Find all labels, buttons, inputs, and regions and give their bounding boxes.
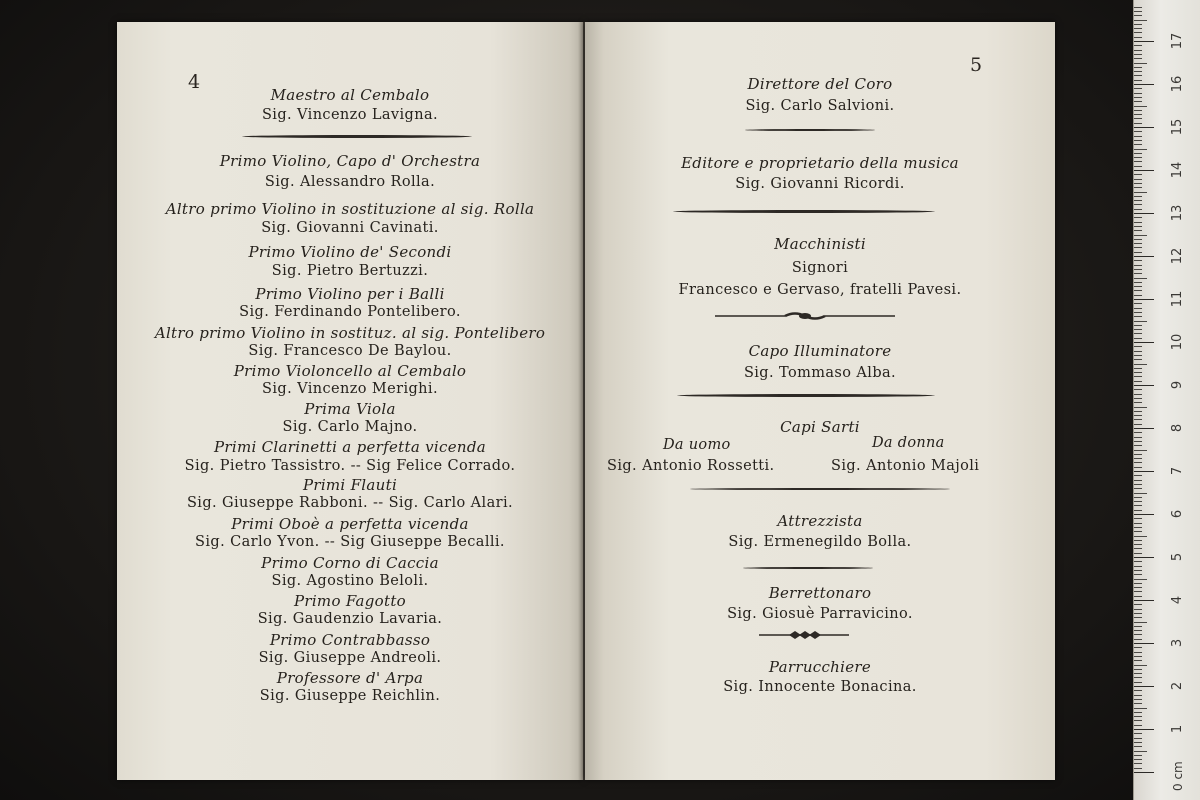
ruler-tick — [1134, 488, 1142, 489]
name-parrucchiere: Sig. Innocente Bonacina. — [723, 679, 917, 695]
ruler-tick — [1134, 278, 1147, 279]
ruler-tick — [1134, 209, 1142, 210]
ruler-tick — [1134, 432, 1142, 433]
ruler-tick — [1134, 28, 1142, 29]
name-primo-violino-balli: Sig. Ferdinando Pontelibero. — [239, 304, 461, 320]
ruler-tick — [1134, 424, 1142, 425]
ruler-tick — [1134, 763, 1142, 764]
ruler-tick — [1134, 544, 1142, 545]
ruler-number: 12 — [1170, 247, 1185, 265]
ruler-tick — [1134, 269, 1142, 270]
ruler-tick — [1134, 699, 1142, 700]
subheading-signori: Signori — [791, 260, 849, 276]
ruler-number: 15 — [1170, 118, 1185, 136]
ruler-tick — [1134, 131, 1142, 132]
ruler-tick — [1134, 561, 1142, 562]
ruler-tick — [1134, 622, 1147, 623]
ruler-tick — [1134, 239, 1142, 240]
separator-rule — [677, 394, 935, 397]
ruler-number: 3 — [1170, 638, 1185, 648]
ruler-tick — [1134, 462, 1142, 463]
ruler-tick — [1134, 643, 1154, 644]
ruler-tick — [1134, 127, 1154, 128]
ruler-tick — [1134, 458, 1142, 459]
ruler-tick — [1134, 153, 1142, 154]
ruler-tick — [1134, 93, 1142, 94]
ornament-divider — [715, 311, 895, 321]
ruler-tick — [1134, 639, 1142, 640]
name-primo-corno: Sig. Agostino Beloli. — [271, 573, 429, 589]
ruler-tick — [1134, 372, 1142, 373]
ruler-number: 6 — [1170, 509, 1185, 519]
name-prima-viola: Sig. Carlo Majno. — [282, 419, 418, 435]
ruler-tick — [1134, 652, 1142, 653]
ruler-number: 4 — [1170, 595, 1185, 605]
ruler-tick — [1134, 316, 1142, 317]
ruler-tick — [1134, 626, 1142, 627]
ruler-tick — [1134, 686, 1154, 687]
name-altro-primo-violino-rolla: Sig. Giovanni Cavinati. — [261, 220, 439, 236]
name-primo-contrabbasso: Sig. Giuseppe Andreoli. — [258, 650, 442, 666]
name-attrezzista: Sig. Ermenegildo Bolla. — [728, 534, 912, 550]
role-macchinisti: Macchinisti — [774, 235, 866, 253]
ruler-tick — [1134, 71, 1142, 72]
ruler-tick — [1134, 222, 1142, 223]
ruler-tick — [1134, 630, 1142, 631]
ruler-tick — [1134, 166, 1142, 167]
ruler-tick — [1134, 398, 1142, 399]
separator-rule — [673, 210, 935, 213]
ornament-divider — [759, 630, 849, 640]
ruler-number: 2 — [1170, 681, 1185, 691]
name-maestro-al-cembalo: Sig. Vincenzo Lavigna. — [261, 107, 439, 123]
role-primi-oboe: Primi Oboè a perfetta vicenda — [231, 515, 469, 533]
ruler-tick — [1134, 480, 1142, 481]
ruler-tick — [1134, 364, 1147, 365]
role-professore-arpa: Professore d' Arpa — [276, 669, 424, 687]
role-primo-violoncello: Primo Violoncello al Cembalo — [233, 362, 467, 380]
ruler-tick — [1134, 75, 1142, 76]
page-number-left: 4 — [188, 71, 201, 93]
name-berrettonaro: Sig. Giosuè Parravicino. — [727, 606, 913, 622]
ruler-tick — [1134, 355, 1142, 356]
ruler-tick — [1134, 260, 1142, 261]
ruler-tick — [1134, 123, 1142, 124]
ruler-tick — [1134, 290, 1142, 291]
ruler-tick — [1134, 394, 1142, 395]
ruler-tick — [1134, 273, 1142, 274]
ruler-tick — [1134, 325, 1142, 326]
ruler-tick — [1134, 157, 1142, 158]
ruler-number: 14 — [1170, 161, 1185, 179]
ruler-tick — [1134, 634, 1142, 635]
ruler-tick — [1134, 243, 1142, 244]
ruler-tick — [1134, 540, 1142, 541]
ruler-tick — [1134, 759, 1142, 760]
ruler-tick — [1134, 475, 1142, 476]
ruler-tick — [1134, 213, 1154, 214]
ruler-tick — [1134, 574, 1142, 575]
ruler-tick — [1134, 415, 1142, 416]
ruler-tick — [1134, 428, 1154, 429]
ruler-tick — [1134, 97, 1142, 98]
ruler-tick — [1134, 450, 1147, 451]
ruler-number: 1 — [1170, 724, 1185, 734]
ruler-tick — [1134, 265, 1142, 266]
ruler-tick — [1134, 196, 1142, 197]
ruler-tick — [1134, 411, 1142, 412]
ruler-tick — [1134, 514, 1154, 515]
ruler-tick — [1134, 673, 1142, 674]
right-page — [585, 22, 1055, 780]
ruler-tick — [1134, 174, 1142, 175]
ruler-tick — [1134, 617, 1142, 618]
ruler-number: 10 — [1170, 333, 1185, 351]
role-maestro-al-cembalo: Maestro al Cembalo — [270, 86, 430, 104]
ruler-tick — [1134, 204, 1142, 205]
ruler-tick — [1134, 37, 1142, 38]
ruler-tick — [1134, 54, 1142, 55]
ruler-tick — [1134, 445, 1142, 446]
name-altro-primo-violino-pontelibero: Sig. Francesco De Baylou. — [248, 343, 452, 359]
ruler-tick — [1134, 24, 1142, 25]
ruler-tick — [1134, 200, 1142, 201]
ruler-tick — [1134, 566, 1142, 567]
ruler-tick — [1134, 493, 1147, 494]
name-editore-proprietario: Sig. Giovanni Ricordi. — [735, 176, 905, 192]
ruler-tick — [1134, 256, 1154, 257]
ruler-tick — [1134, 381, 1142, 382]
ruler-tick — [1134, 510, 1142, 511]
ruler-tick — [1134, 286, 1142, 287]
ruler-unit: 0 cm — [1171, 761, 1185, 791]
ruler-tick — [1134, 729, 1154, 730]
separator-rule — [690, 488, 950, 490]
ruler-tick — [1134, 682, 1142, 683]
ruler-tick — [1134, 738, 1142, 739]
ruler-tick — [1134, 20, 1147, 21]
role-prima-viola: Prima Viola — [304, 400, 396, 418]
ruler-tick — [1134, 716, 1142, 717]
left-page — [117, 22, 583, 780]
ruler-tick — [1134, 11, 1142, 12]
ruler-tick — [1134, 690, 1142, 691]
ruler-tick — [1134, 600, 1154, 601]
ruler-tick — [1134, 303, 1142, 304]
name-da-uomo: Sig. Antonio Rossetti. — [607, 458, 775, 474]
ruler-tick — [1134, 467, 1142, 468]
ruler-tick — [1134, 751, 1147, 752]
role-berrettonaro: Berrettonaro — [768, 584, 872, 602]
ruler-tick — [1134, 742, 1142, 743]
name-primo-violino-capo: Sig. Alessandro Rolla. — [264, 174, 436, 190]
ruler-number: 8 — [1170, 423, 1185, 433]
separator-rule — [743, 567, 873, 569]
ruler-tick — [1134, 505, 1142, 506]
ruler-number: 16 — [1170, 75, 1185, 93]
ruler-tick — [1134, 114, 1142, 115]
ruler-tick — [1134, 647, 1142, 648]
ruler-tick — [1134, 587, 1142, 588]
ruler-tick — [1134, 389, 1142, 390]
ruler-tick — [1134, 136, 1142, 137]
ruler-tick — [1134, 613, 1142, 614]
name-capo-illuminatore: Sig. Tommaso Alba. — [743, 365, 897, 381]
ruler-tick — [1134, 179, 1142, 180]
ruler-tick — [1134, 183, 1142, 184]
name-primi-clarinetti: Sig. Pietro Tassistro. -- Sig Felice Corrado. — [184, 458, 516, 474]
ruler-tick — [1134, 299, 1154, 300]
ruler-tick — [1134, 531, 1142, 532]
ruler-tick — [1134, 149, 1147, 150]
ruler-tick — [1134, 140, 1142, 141]
ruler-tick — [1134, 553, 1142, 554]
ruler-number: 7 — [1170, 466, 1185, 476]
ruler-tick — [1134, 523, 1142, 524]
ruler-tick — [1134, 669, 1142, 670]
name-primo-violoncello: Sig. Vincenzo Merighi. — [262, 381, 438, 397]
ruler-number: 17 — [1170, 32, 1185, 50]
role-attrezzista: Attrezzista — [777, 512, 863, 530]
ruler-tick — [1134, 712, 1142, 713]
ruler-tick — [1134, 217, 1142, 218]
ruler-number: 9 — [1170, 380, 1185, 390]
ruler-tick — [1134, 80, 1142, 81]
ruler-tick — [1134, 342, 1154, 343]
separator-rule — [745, 129, 875, 131]
measurement-ruler — [1133, 0, 1200, 800]
ruler-tick — [1134, 548, 1142, 549]
ruler-tick — [1134, 338, 1142, 339]
ruler-tick — [1134, 536, 1147, 537]
ruler-tick — [1134, 351, 1142, 352]
role-primo-fagotto: Primo Fagotto — [293, 592, 407, 610]
ruler-tick — [1134, 471, 1154, 472]
ruler-tick — [1134, 437, 1142, 438]
ruler-tick — [1134, 768, 1142, 769]
ruler-tick — [1134, 720, 1142, 721]
ruler-tick — [1134, 101, 1142, 102]
ruler-tick — [1134, 527, 1142, 528]
ruler-tick — [1134, 703, 1142, 704]
role-primi-clarinetti: Primi Clarinetti a perfetta vicenda — [213, 438, 486, 456]
ruler-tick — [1134, 67, 1142, 68]
ruler-tick — [1134, 725, 1142, 726]
ruler-tick — [1134, 252, 1142, 253]
ruler-tick — [1134, 402, 1142, 403]
separator-rule — [242, 135, 472, 138]
ruler-tick — [1134, 247, 1142, 248]
ruler-tick — [1134, 192, 1147, 193]
role-direttore-coro: Direttore del Coro — [747, 75, 893, 93]
ruler-tick — [1134, 106, 1147, 107]
role-altro-primo-violino-rolla: Altro primo Violino in sostituzione al sig. Rolla — [165, 200, 535, 218]
ruler-tick — [1134, 677, 1142, 678]
ruler-tick — [1134, 161, 1142, 162]
ruler-tick — [1134, 579, 1147, 580]
role-primo-violino-capo: Primo Violino, Capo d' Orchestra — [219, 152, 481, 170]
ruler-tick — [1134, 695, 1142, 696]
ruler-tick — [1134, 591, 1142, 592]
ruler-tick — [1134, 295, 1142, 296]
ruler-tick — [1134, 359, 1142, 360]
role-primi-flauti: Primi Flauti — [302, 476, 398, 494]
ruler-tick — [1134, 15, 1142, 16]
ruler-tick — [1134, 772, 1154, 773]
ruler-tick — [1134, 118, 1142, 119]
ruler-tick — [1134, 63, 1147, 64]
ruler-tick — [1134, 755, 1142, 756]
role-primo-corno: Primo Corno di Caccia — [261, 554, 439, 572]
ruler-tick — [1134, 170, 1154, 171]
ruler-number: 13 — [1170, 204, 1185, 222]
ruler-tick — [1134, 660, 1142, 661]
ruler-tick — [1134, 583, 1142, 584]
ruler-tick — [1134, 226, 1142, 227]
ruler-tick — [1134, 441, 1142, 442]
name-da-donna: Sig. Antonio Majoli — [831, 458, 980, 474]
role-primo-contrabbasso: Primo Contrabbasso — [269, 631, 431, 649]
ruler-tick — [1134, 596, 1142, 597]
ruler-tick — [1134, 454, 1142, 455]
ruler-tick — [1134, 407, 1147, 408]
ruler-tick — [1134, 368, 1142, 369]
ruler-tick — [1134, 376, 1142, 377]
ruler-tick — [1134, 609, 1142, 610]
ruler-tick — [1134, 708, 1147, 709]
page-number-right: 5 — [970, 54, 983, 76]
name-primi-flauti: Sig. Giuseppe Rabboni. -- Sig. Carlo Alari. — [186, 495, 514, 511]
ruler-tick — [1134, 321, 1147, 322]
name-primo-violino-secondi: Sig. Pietro Bertuzzi. — [271, 263, 429, 279]
ruler-tick — [1134, 665, 1147, 666]
ruler-tick — [1134, 419, 1142, 420]
ruler-tick — [1134, 84, 1154, 85]
ruler-tick — [1134, 58, 1142, 59]
ruler-tick — [1134, 7, 1142, 8]
ruler-tick — [1134, 45, 1142, 46]
ruler-tick — [1134, 50, 1142, 51]
ruler-tick — [1134, 346, 1142, 347]
ruler-tick — [1134, 329, 1142, 330]
ruler-tick — [1134, 312, 1142, 313]
ruler-tick — [1134, 733, 1142, 734]
ruler-number: 11 — [1170, 290, 1185, 308]
ruler-tick — [1134, 385, 1154, 386]
role-da-uomo: Da uomo — [663, 437, 731, 453]
ruler-tick — [1134, 235, 1147, 236]
role-editore-proprietario: Editore e proprietario della musica — [681, 154, 959, 172]
ruler-tick — [1134, 497, 1142, 498]
role-parrucchiere: Parrucchiere — [768, 658, 872, 676]
ruler-tick — [1134, 308, 1142, 309]
name-direttore-coro: Sig. Carlo Salvioni. — [745, 98, 895, 114]
ruler-tick — [1134, 501, 1142, 502]
ruler-tick — [1134, 604, 1142, 605]
ruler-tick — [1134, 656, 1142, 657]
ruler-tick — [1134, 230, 1142, 231]
ruler-tick — [1134, 282, 1142, 283]
name-primi-oboe: Sig. Carlo Yvon. -- Sig Giuseppe Becalli. — [195, 534, 505, 550]
role-primo-violino-balli: Primo Violino per i Balli — [255, 285, 445, 303]
name-primo-fagotto: Sig. Gaudenzio Lavaria. — [257, 611, 443, 627]
role-primo-violino-secondi: Primo Violino de' Secondi — [248, 243, 452, 261]
ruler-tick — [1134, 333, 1142, 334]
role-capi-sarti: Capi Sarti — [780, 418, 860, 436]
ruler-tick — [1134, 41, 1154, 42]
ruler-tick — [1134, 88, 1142, 89]
ruler-tick — [1134, 144, 1142, 145]
ruler-tick — [1134, 187, 1142, 188]
ruler-tick — [1134, 110, 1142, 111]
ruler-tick — [1134, 557, 1154, 558]
role-capo-illuminatore: Capo Illuminatore — [748, 342, 892, 360]
ruler-tick — [1134, 518, 1142, 519]
ruler-tick — [1134, 484, 1142, 485]
ruler-tick — [1134, 570, 1142, 571]
ruler-number: 5 — [1170, 552, 1185, 562]
name-professore-arpa: Sig. Giuseppe Reichlin. — [259, 688, 441, 704]
role-da-donna: Da donna — [872, 435, 945, 451]
ruler-tick — [1134, 32, 1142, 33]
name-macchinisti: Francesco e Gervaso, fratelli Pavesi. — [678, 282, 962, 298]
ruler-tick — [1134, 746, 1142, 747]
role-altro-primo-violino-pontelibero: Altro primo Violino in sostituz. al sig. Pontelibero — [154, 324, 546, 342]
